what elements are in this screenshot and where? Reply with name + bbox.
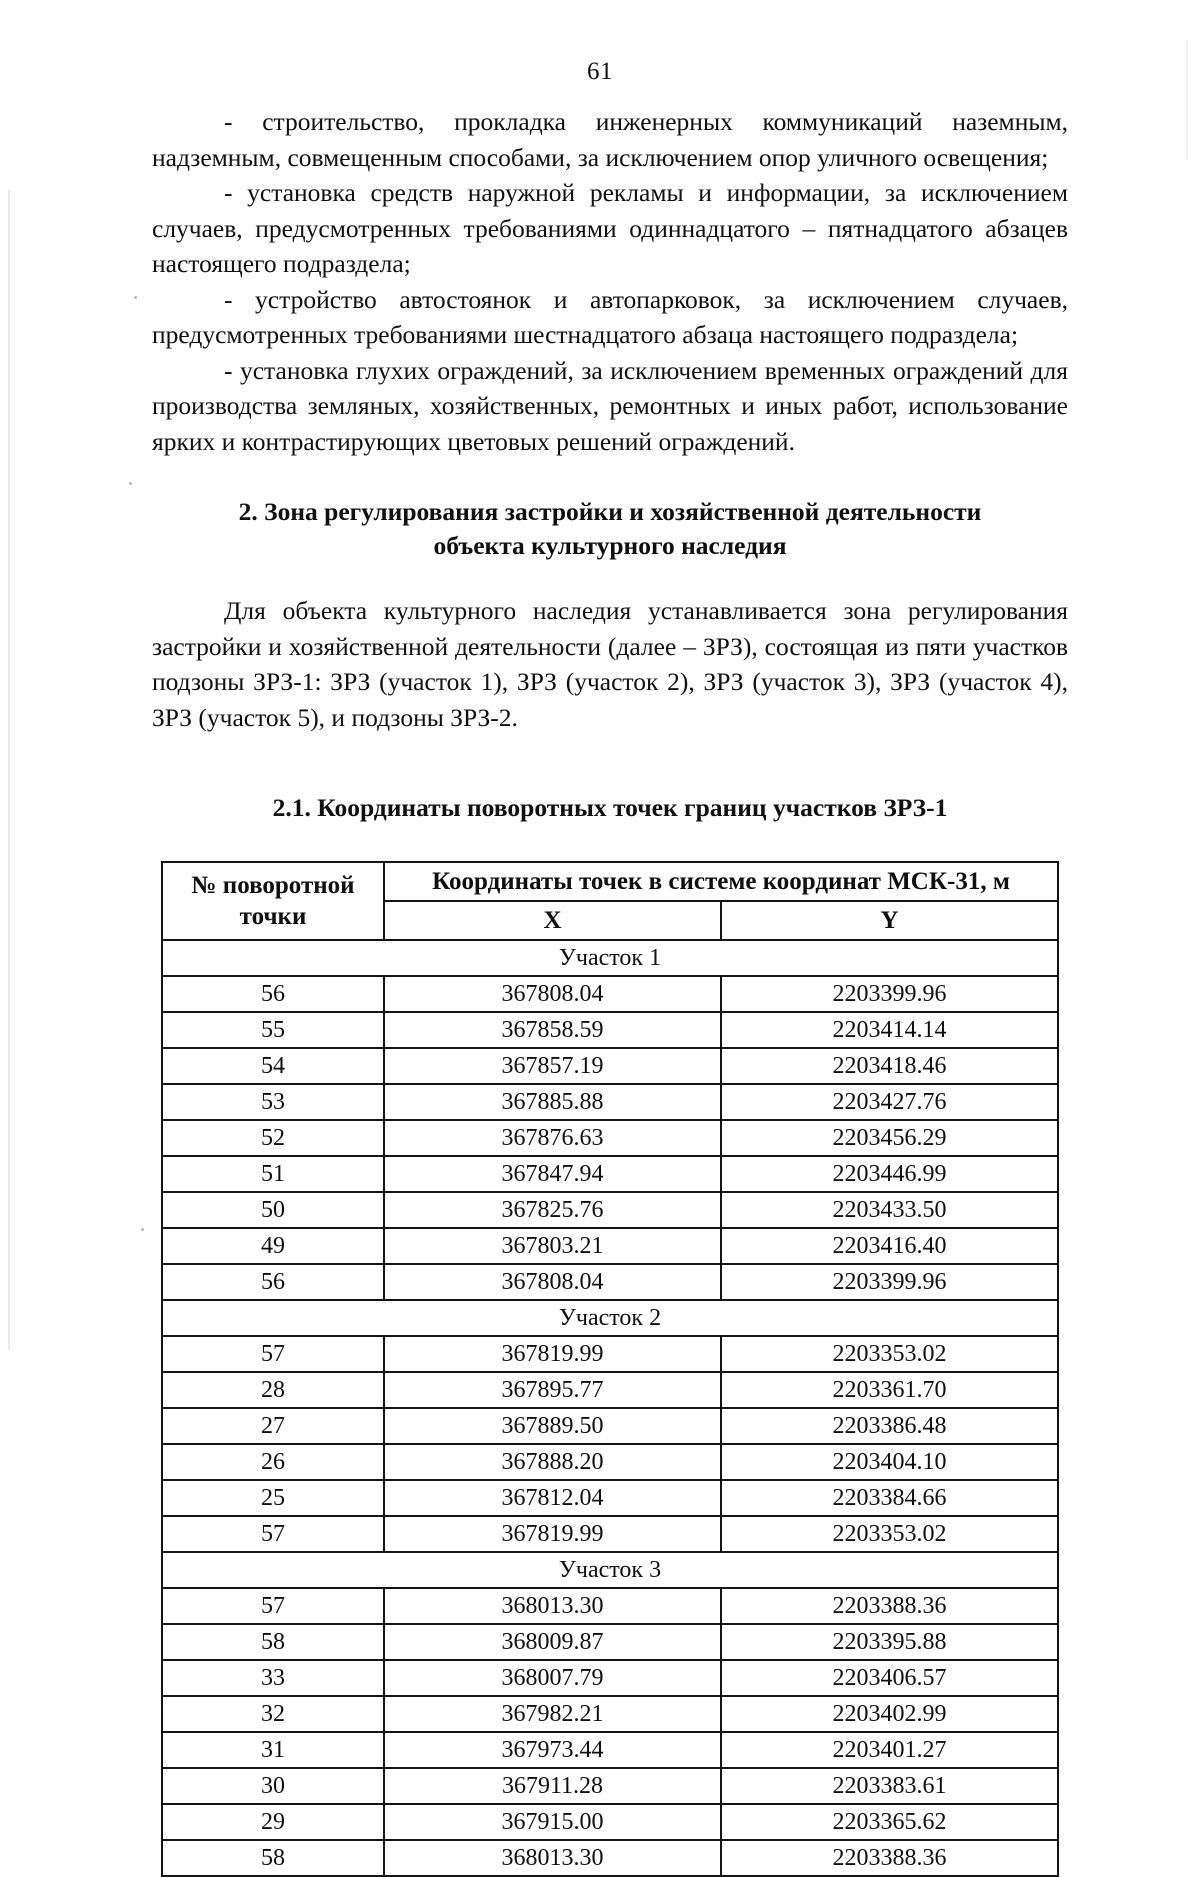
paragraph-zone-definition: Для объекта культурного наследия устанавливается зона регулирования застройки и хозяйственной деятельности (далее – ЗРЗ), состоящая из пяти участков подзоны ЗРЗ-1: ЗРЗ (участок 1), ЗРЗ (участок 2), ЗРЗ (участок 3), ЗРЗ (участок 4), ЗРЗ (участок 5), и подзоны ЗРЗ-2.	[152, 596, 1068, 732]
table-row	[162, 1156, 1058, 1192]
table-row	[162, 1804, 1058, 1840]
table-header	[162, 862, 1058, 940]
cell-point-number: 57	[162, 1516, 384, 1552]
cell-point-number: 58	[162, 1624, 384, 1660]
table-row	[162, 1120, 1058, 1156]
cell-y: 2203416.40	[721, 1228, 1058, 1264]
table-row	[162, 1588, 1058, 1624]
cell-point-number: 50	[162, 1192, 384, 1228]
table-row	[162, 1660, 1058, 1696]
coordinates-table	[161, 861, 1059, 1877]
section-label: Участок 1	[162, 940, 1058, 976]
cell-point-number: 57	[162, 1588, 384, 1624]
cell-y: 2203383.61	[721, 1768, 1058, 1804]
cell-point-number: 58	[162, 1840, 384, 1876]
header-coordinate-system: Координаты точек в системе координат МСК-31, м	[384, 862, 1058, 901]
table-section-row	[162, 1552, 1058, 1588]
table-row	[162, 1336, 1058, 1372]
cell-point-number: 56	[162, 976, 384, 1012]
cell-y: 2203388.36	[721, 1588, 1058, 1624]
cell-x: 367885.88	[384, 1084, 721, 1120]
cell-x: 367812.04	[384, 1480, 721, 1516]
coordinates-table-wrap	[152, 861, 1068, 1877]
cell-x: 367982.21	[384, 1696, 721, 1732]
table-row	[162, 1624, 1058, 1660]
table-row	[162, 1444, 1058, 1480]
cell-x: 367888.20	[384, 1444, 721, 1480]
cell-x: 367858.59	[384, 1012, 721, 1048]
cell-y: 2203384.66	[721, 1480, 1058, 1516]
cell-y: 2203418.46	[721, 1048, 1058, 1084]
cell-y: 2203401.27	[721, 1732, 1058, 1768]
paragraph-parking-prohibition: - устройство автостоянок и автопарковок, за исключением случаев, предусмотренных требованиями шестнадцатого абзаца настоящего подраздела;	[152, 284, 1068, 349]
cell-point-number: 54	[162, 1048, 384, 1084]
header-y: Y	[721, 901, 1058, 940]
cell-point-number: 26	[162, 1444, 384, 1480]
cell-x: 367808.04	[384, 1264, 721, 1300]
cell-x: 368007.79	[384, 1660, 721, 1696]
subsection-title-coordinates: 2.1. Координаты поворотных точек границ участков ЗРЗ-1	[272, 793, 948, 822]
cell-y: 2203427.76	[721, 1084, 1058, 1120]
cell-y: 2203361.70	[721, 1372, 1058, 1408]
cell-y: 2203414.14	[721, 1012, 1058, 1048]
cell-x: 368009.87	[384, 1624, 721, 1660]
header-point-number-line-1: № поворотной	[191, 872, 355, 899]
table-row	[162, 1516, 1058, 1552]
cell-x: 367819.99	[384, 1516, 721, 1552]
cell-x: 367825.76	[384, 1192, 721, 1228]
cell-x: 367915.00	[384, 1804, 721, 1840]
cell-y: 2203353.02	[721, 1516, 1058, 1552]
cell-x: 368013.30	[384, 1588, 721, 1624]
paragraph-construction-prohibition: - строительство, прокладка инженерных коммуникаций наземным, надземным, совмещенным способами, за исключением опор уличного освещения;	[152, 107, 1068, 172]
cell-x: 367889.50	[384, 1408, 721, 1444]
cell-x: 367808.04	[384, 976, 721, 1012]
cell-y: 2203399.96	[721, 976, 1058, 1012]
cell-point-number: 53	[162, 1084, 384, 1120]
page-number: 61	[587, 58, 613, 85]
table-row	[162, 1408, 1058, 1444]
cell-point-number: 25	[162, 1480, 384, 1516]
header-point-number	[162, 862, 384, 940]
table-body	[162, 940, 1058, 1876]
scan-speck	[141, 1228, 144, 1231]
cell-x: 367819.99	[384, 1336, 721, 1372]
cell-x: 367876.63	[384, 1120, 721, 1156]
cell-y: 2203386.48	[721, 1408, 1058, 1444]
cell-y: 2203353.02	[721, 1336, 1058, 1372]
cell-point-number: 30	[162, 1768, 384, 1804]
cell-point-number: 55	[162, 1012, 384, 1048]
table-section-row	[162, 1300, 1058, 1336]
cell-point-number: 56	[162, 1264, 384, 1300]
table-row	[162, 1696, 1058, 1732]
table-row	[162, 1012, 1058, 1048]
table-row	[162, 1084, 1058, 1120]
table-header-row-1	[162, 862, 1058, 901]
cell-y: 2203446.99	[721, 1156, 1058, 1192]
cell-point-number: 29	[162, 1804, 384, 1840]
cell-x: 367857.19	[384, 1048, 721, 1084]
cell-y: 2203399.96	[721, 1264, 1058, 1300]
header-point-number-line-2: точки	[239, 903, 307, 930]
cell-point-number: 57	[162, 1336, 384, 1372]
table-row	[162, 1048, 1058, 1084]
cell-x: 367895.77	[384, 1372, 721, 1408]
table-row	[162, 1192, 1058, 1228]
table-row	[162, 1228, 1058, 1264]
cell-x: 367847.94	[384, 1156, 721, 1192]
paragraph-advertising-prohibition: - установка средств наружной рекламы и информации, за исключением случаев, предусмотренных требованиями одиннадцатого – пятнадцатого абзацев настоящего подраздела;	[152, 178, 1068, 278]
section-title-line-1: 2. Зона регулирования застройки и хозяйственной деятельности	[238, 497, 982, 526]
cell-x: 367973.44	[384, 1732, 721, 1768]
cell-point-number: 33	[162, 1660, 384, 1696]
table-row	[162, 1732, 1058, 1768]
table-row	[162, 976, 1058, 1012]
table-row	[162, 1372, 1058, 1408]
table-section-row	[162, 940, 1058, 976]
cell-point-number: 52	[162, 1120, 384, 1156]
header-x: X	[384, 901, 721, 940]
table-row	[162, 1264, 1058, 1300]
table-row	[162, 1480, 1058, 1516]
cell-y: 2203404.10	[721, 1444, 1058, 1480]
section-label: Участок 3	[162, 1552, 1058, 1588]
cell-y: 2203402.99	[721, 1696, 1058, 1732]
paragraph-fence-prohibition: - установка глухих ограждений, за исключением временных ограждений для производства земляных, хозяйственных, ремонтных и иных работ, использование ярких и контрастирующих цветовых решений ограждений.	[152, 355, 1068, 456]
cell-point-number: 32	[162, 1696, 384, 1732]
cell-point-number: 27	[162, 1408, 384, 1444]
table-row	[162, 1840, 1058, 1876]
section-title-line-2: объекта культурного наследия	[433, 531, 787, 560]
cell-y: 2203433.50	[721, 1192, 1058, 1228]
cell-point-number: 49	[162, 1228, 384, 1264]
cell-y: 2203365.62	[721, 1804, 1058, 1840]
scan-speck	[129, 482, 132, 485]
cell-point-number: 28	[162, 1372, 384, 1408]
cell-point-number: 31	[162, 1732, 384, 1768]
cell-point-number: 51	[162, 1156, 384, 1192]
section-label: Участок 2	[162, 1300, 1058, 1336]
document-content	[152, 104, 1068, 1877]
cell-y: 2203406.57	[721, 1660, 1058, 1696]
cell-y: 2203456.29	[721, 1120, 1058, 1156]
table-row	[162, 1768, 1058, 1804]
scan-speck	[134, 296, 137, 299]
cell-y: 2203395.88	[721, 1624, 1058, 1660]
cell-x: 368013.30	[384, 1840, 721, 1876]
cell-x: 367803.21	[384, 1228, 721, 1264]
scan-artifact-left-margin	[8, 190, 10, 1350]
cell-x: 367911.28	[384, 1768, 721, 1804]
cell-y: 2203388.36	[721, 1840, 1058, 1876]
